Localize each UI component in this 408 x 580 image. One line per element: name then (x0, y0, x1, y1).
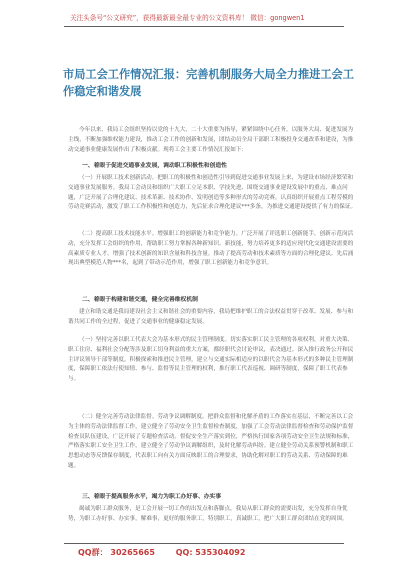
section-3-text: 竭诚为职工群众服务，是工会开展一切工作的出发点和落脚点。我局从职工群众的需要出发，充分发挥自身优势，为职工办好事、办实事，解难事，更好的服务职工，特别职工，真诚职工，把广大职工群众团结在党的周围。 (68, 506, 348, 522)
footer-qq-group: QQ群： 30265665 (78, 548, 155, 557)
section-2-text-1: （一）坚持完善以职工代表大会为基本形式的民主管理制度。切实落实职工民主管理的各项权利，对重大决策、职工住房、福利社会分配等涉及职工切身利益的重大方案，都经职代会讨论审议，表决通过。深入推行政务公开和民主评议领导干部等制度，积极探索和推进民主管理，建立与交通实际相适应的以职代会为基本形式的多种民主管理制度，保障职工依法行使知情、参与、监督等民主管理的权利，推行职工代表巡视、调研等制度，保障了职工代表参与。 (68, 337, 354, 383)
section-heading-1: 一、着眼于促进交通事业发展，调动职工积极性和创造性 (82, 163, 227, 169)
banner-text: 关注头条号“公文研究”，获得最新最全最专业的公文资料库！ 微信：gongwen1 (70, 14, 305, 22)
section-2-intro-text: 建立和谐交通是我局建设社会主义和谐社会的重要内容，我局把维护职工的合法权益贯穿于改革、发展、参与和谐共同工作的全过程，促进了交通事业的健康稳定发展。 (68, 309, 354, 325)
section-2-paragraph-1 (68, 336, 358, 385)
section-2-intro-paragraph (68, 308, 358, 328)
section-1-paragraph-2 (68, 230, 358, 269)
section-1-text-1: （一）开展职工技术创新活动。把职工的积极性和创造性引导到促进交通事业发展上来，为建设市场经济繁荣和交通事业发展服务。我局工会动员和组织广大职工立足本职、学技先进、围绕交通事业建设发展中的重点、难点问题，广泛开展了合理化建议、技术革新、技术协作、发明创造等多种形式的劳动竞赛，认真组织开展重点工程劳模的劳动竞赛活动，激发了职工工作积极性和创造力，先后征求合理化建议***多条，为推进交通建设提供了有力的保证。 (68, 175, 357, 211)
section-3-paragraph (68, 505, 358, 525)
footer-qq: QQ: 535304092 (175, 548, 246, 557)
intro-text: 今年以来，我局工会组织坚持以党的十九大、二十大重要为指导，紧紧围绕中心任务，以服务大局、促进发展为主线，不断加强维权能力建设，推动工会工作的创新和发展，团结动员全局干部职工积极投身交通改革和建设，为推动交通事业健康发展作出了积极贡献。现将工会主要工作情况汇报如下： (68, 127, 354, 153)
section-1-paragraph-1 (68, 174, 358, 213)
section-1-text-2: （二）提高职工技术技能水平。增强职工的创新能力和竞争能力。广泛开展了评选职工创新能手，创新示范岗活动，充分发挥工会组织的作用，帮助职工努力掌握各种新知识、新技能，努力培养更多的适应现代化交通建设需要的高素质专业人才，增强了技术创新的知识含量和科技含量。推动了提高劳动和技术素质等方面的合理化建议。先后涌现出典型模范人物***名，起到了带动示范作用，增强了职工创新能力和竞争意识。 (68, 231, 354, 267)
top-banner (64, 8, 344, 27)
section-heading-2: 二、着眼于构建和谐交通，健全完善维权机制 (82, 297, 198, 303)
section-2-text-2: （二）健全完善劳动法律监督。劳动争议调解制度。把群众监督和化解矛盾的工作落实在基层，不断完善以工会为主体的劳动法律监督工作，建立健全了劳动安全卫生监督检查制度，加强了工会劳动法律监督检查和劳动保护监督检查员队伍建设，广泛开展了专题检查活动。督促安全生产落实到位，严格执行国家各项劳动安全卫生法规和标准，严格落实职工安全卫生工作，建立健全了劳动争议调解组织，及时化解劳动纠纷。建立健全劳动关系预警机制和职工思想动态等反馈保存制度，代表职工向有关方面反映职工的合理要求，协助化解对职工的劳动关系、劳动保障的难题。 (68, 414, 354, 469)
intro-paragraph (68, 126, 358, 155)
footer-divider (64, 543, 344, 544)
section-2-paragraph-2 (68, 413, 358, 472)
document-title: 市局工会工作情况汇报：完善机制服务大局全力推进工会工作稳定和谐发展 (63, 68, 354, 98)
section-heading-3: 三、着眼于提高服务水平，竭力为职工办好事、办实事 (82, 494, 222, 500)
footer (78, 547, 378, 558)
